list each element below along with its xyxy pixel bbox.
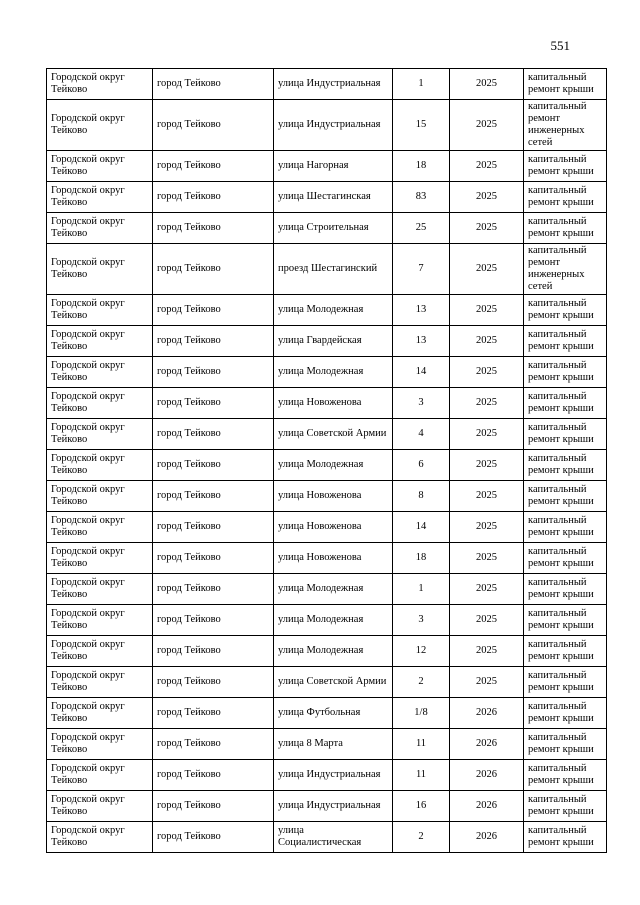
- street-cell: улица Молодежная: [274, 450, 393, 481]
- table-row: [47, 100, 607, 151]
- house-number-cell: 15: [393, 100, 450, 151]
- city-cell: город Тейково: [153, 326, 274, 357]
- street-cell: улица Гвардейская: [274, 326, 393, 357]
- street-cell: улица Нагорная: [274, 151, 393, 182]
- year-cell: 2026: [450, 698, 524, 729]
- district-cell: Городской округ Тейково: [47, 419, 153, 450]
- house-number-cell: 13: [393, 295, 450, 326]
- street-cell: проезд Шестагинский: [274, 244, 393, 295]
- street-cell: улица Новоженова: [274, 512, 393, 543]
- house-number-cell: 14: [393, 357, 450, 388]
- house-number-cell: 12: [393, 636, 450, 667]
- table-row: [47, 450, 607, 481]
- table-row: [47, 213, 607, 244]
- year-cell: 2026: [450, 791, 524, 822]
- district-cell: Городской округ Тейково: [47, 100, 153, 151]
- city-cell: город Тейково: [153, 760, 274, 791]
- district-cell: Городской округ Тейково: [47, 822, 153, 853]
- year-cell: 2025: [450, 100, 524, 151]
- page-number: 551: [550, 38, 570, 53]
- district-cell: Городской округ Тейково: [47, 605, 153, 636]
- work-type-cell: капитальный ремонт крыши: [524, 481, 607, 512]
- house-number-cell: 25: [393, 213, 450, 244]
- year-cell: 2025: [450, 295, 524, 326]
- street-cell: улица Строительная: [274, 213, 393, 244]
- city-cell: город Тейково: [153, 481, 274, 512]
- table-row: [47, 419, 607, 450]
- year-cell: 2026: [450, 729, 524, 760]
- district-cell: Городской округ Тейково: [47, 244, 153, 295]
- work-type-cell: капитальный ремонт крыши: [524, 357, 607, 388]
- house-number-cell: 11: [393, 760, 450, 791]
- house-number-cell: 14: [393, 512, 450, 543]
- city-cell: город Тейково: [153, 419, 274, 450]
- table-row: [47, 182, 607, 213]
- street-cell: улица Социалистическая: [274, 822, 393, 853]
- table-row: [47, 636, 607, 667]
- district-cell: Городской округ Тейково: [47, 450, 153, 481]
- street-cell: улица Шестагинская: [274, 182, 393, 213]
- work-type-cell: капитальный ремонт крыши: [524, 822, 607, 853]
- house-number-cell: 7: [393, 244, 450, 295]
- work-type-cell: капитальный ремонт крыши: [524, 213, 607, 244]
- house-number-cell: 2: [393, 667, 450, 698]
- city-cell: город Тейково: [153, 574, 274, 605]
- year-cell: 2025: [450, 244, 524, 295]
- district-cell: Городской округ Тейково: [47, 388, 153, 419]
- district-cell: Городской округ Тейково: [47, 326, 153, 357]
- district-cell: Городской округ Тейково: [47, 151, 153, 182]
- year-cell: 2025: [450, 69, 524, 100]
- year-cell: 2026: [450, 760, 524, 791]
- district-cell: Городской округ Тейково: [47, 791, 153, 822]
- street-cell: улица Индустриальная: [274, 69, 393, 100]
- work-type-cell: капитальный ремонт инженерных сетей: [524, 100, 607, 151]
- year-cell: 2025: [450, 667, 524, 698]
- house-number-cell: 1: [393, 574, 450, 605]
- district-cell: Городской округ Тейково: [47, 295, 153, 326]
- city-cell: город Тейково: [153, 512, 274, 543]
- district-cell: Городской округ Тейково: [47, 357, 153, 388]
- street-cell: улица Новоженова: [274, 388, 393, 419]
- street-cell: улица Индустриальная: [274, 791, 393, 822]
- table-row: [47, 605, 607, 636]
- work-type-cell: капитальный ремонт крыши: [524, 574, 607, 605]
- house-number-cell: 4: [393, 419, 450, 450]
- city-cell: город Тейково: [153, 244, 274, 295]
- work-type-cell: капитальный ремонт инженерных сетей: [524, 244, 607, 295]
- year-cell: 2025: [450, 512, 524, 543]
- year-cell: 2025: [450, 182, 524, 213]
- city-cell: город Тейково: [153, 450, 274, 481]
- work-type-cell: капитальный ремонт крыши: [524, 419, 607, 450]
- city-cell: город Тейково: [153, 388, 274, 419]
- street-cell: улица Молодежная: [274, 605, 393, 636]
- year-cell: 2025: [450, 326, 524, 357]
- year-cell: 2025: [450, 605, 524, 636]
- city-cell: город Тейково: [153, 213, 274, 244]
- table-row: [47, 69, 607, 100]
- year-cell: 2025: [450, 213, 524, 244]
- year-cell: 2025: [450, 574, 524, 605]
- house-number-cell: 6: [393, 450, 450, 481]
- work-type-cell: капитальный ремонт крыши: [524, 636, 607, 667]
- year-cell: 2025: [450, 388, 524, 419]
- table-row: [47, 481, 607, 512]
- work-type-cell: капитальный ремонт крыши: [524, 543, 607, 574]
- table-row: [47, 667, 607, 698]
- city-cell: город Тейково: [153, 667, 274, 698]
- work-type-cell: капитальный ремонт крыши: [524, 791, 607, 822]
- table-row: [47, 512, 607, 543]
- city-cell: город Тейково: [153, 100, 274, 151]
- table-row: [47, 326, 607, 357]
- city-cell: город Тейково: [153, 182, 274, 213]
- district-cell: Городской округ Тейково: [47, 667, 153, 698]
- city-cell: город Тейково: [153, 151, 274, 182]
- work-type-cell: капитальный ремонт крыши: [524, 512, 607, 543]
- work-type-cell: капитальный ремонт крыши: [524, 760, 607, 791]
- work-type-cell: капитальный ремонт крыши: [524, 450, 607, 481]
- year-cell: 2025: [450, 481, 524, 512]
- street-cell: улица Советской Армии: [274, 667, 393, 698]
- city-cell: город Тейково: [153, 543, 274, 574]
- table-row: [47, 729, 607, 760]
- work-type-cell: капитальный ремонт крыши: [524, 295, 607, 326]
- district-cell: Городской округ Тейково: [47, 760, 153, 791]
- house-number-cell: 18: [393, 151, 450, 182]
- table-row: [47, 151, 607, 182]
- street-cell: улица Индустриальная: [274, 760, 393, 791]
- house-number-cell: 11: [393, 729, 450, 760]
- work-type-cell: капитальный ремонт крыши: [524, 69, 607, 100]
- table-row: [47, 698, 607, 729]
- street-cell: улица Молодежная: [274, 574, 393, 605]
- table-row: [47, 244, 607, 295]
- house-number-cell: 16: [393, 791, 450, 822]
- street-cell: улица Футбольная: [274, 698, 393, 729]
- year-cell: 2025: [450, 357, 524, 388]
- house-number-cell: 1/8: [393, 698, 450, 729]
- work-type-cell: капитальный ремонт крыши: [524, 698, 607, 729]
- street-cell: улица Молодежная: [274, 357, 393, 388]
- table-row: [47, 760, 607, 791]
- table-row: [47, 822, 607, 853]
- street-cell: улица 8 Марта: [274, 729, 393, 760]
- house-number-cell: 1: [393, 69, 450, 100]
- table-body: [47, 69, 607, 853]
- house-number-cell: 18: [393, 543, 450, 574]
- street-cell: улица Новоженова: [274, 481, 393, 512]
- street-cell: улица Молодежная: [274, 295, 393, 326]
- year-cell: 2025: [450, 151, 524, 182]
- table-row: [47, 295, 607, 326]
- table-row: [47, 791, 607, 822]
- work-type-cell: капитальный ремонт крыши: [524, 151, 607, 182]
- street-cell: улица Новоженова: [274, 543, 393, 574]
- house-number-cell: 83: [393, 182, 450, 213]
- city-cell: город Тейково: [153, 636, 274, 667]
- district-cell: Городской округ Тейково: [47, 69, 153, 100]
- district-cell: Городской округ Тейково: [47, 213, 153, 244]
- house-number-cell: 3: [393, 605, 450, 636]
- district-cell: Городской округ Тейково: [47, 182, 153, 213]
- district-cell: Городской округ Тейково: [47, 698, 153, 729]
- house-number-cell: 2: [393, 822, 450, 853]
- year-cell: 2026: [450, 822, 524, 853]
- city-cell: город Тейково: [153, 605, 274, 636]
- city-cell: город Тейково: [153, 822, 274, 853]
- street-cell: улица Молодежная: [274, 636, 393, 667]
- house-number-cell: 3: [393, 388, 450, 419]
- year-cell: 2025: [450, 543, 524, 574]
- table-row: [47, 543, 607, 574]
- work-type-cell: капитальный ремонт крыши: [524, 605, 607, 636]
- city-cell: город Тейково: [153, 69, 274, 100]
- street-cell: улица Советской Армии: [274, 419, 393, 450]
- city-cell: город Тейково: [153, 295, 274, 326]
- year-cell: 2025: [450, 419, 524, 450]
- house-number-cell: 13: [393, 326, 450, 357]
- work-type-cell: капитальный ремонт крыши: [524, 388, 607, 419]
- work-type-cell: капитальный ремонт крыши: [524, 667, 607, 698]
- repair-schedule-table: [46, 68, 607, 853]
- table-row: [47, 574, 607, 605]
- house-number-cell: 8: [393, 481, 450, 512]
- district-cell: Городской округ Тейково: [47, 512, 153, 543]
- district-cell: Городской округ Тейково: [47, 481, 153, 512]
- city-cell: город Тейково: [153, 729, 274, 760]
- table-row: [47, 357, 607, 388]
- city-cell: город Тейково: [153, 698, 274, 729]
- city-cell: город Тейково: [153, 357, 274, 388]
- district-cell: Городской округ Тейково: [47, 729, 153, 760]
- work-type-cell: капитальный ремонт крыши: [524, 729, 607, 760]
- street-cell: улица Индустриальная: [274, 100, 393, 151]
- district-cell: Городской округ Тейково: [47, 543, 153, 574]
- year-cell: 2025: [450, 450, 524, 481]
- district-cell: Городской округ Тейково: [47, 574, 153, 605]
- year-cell: 2025: [450, 636, 524, 667]
- work-type-cell: капитальный ремонт крыши: [524, 326, 607, 357]
- table-row: [47, 388, 607, 419]
- district-cell: Городской округ Тейково: [47, 636, 153, 667]
- city-cell: город Тейково: [153, 791, 274, 822]
- work-type-cell: капитальный ремонт крыши: [524, 182, 607, 213]
